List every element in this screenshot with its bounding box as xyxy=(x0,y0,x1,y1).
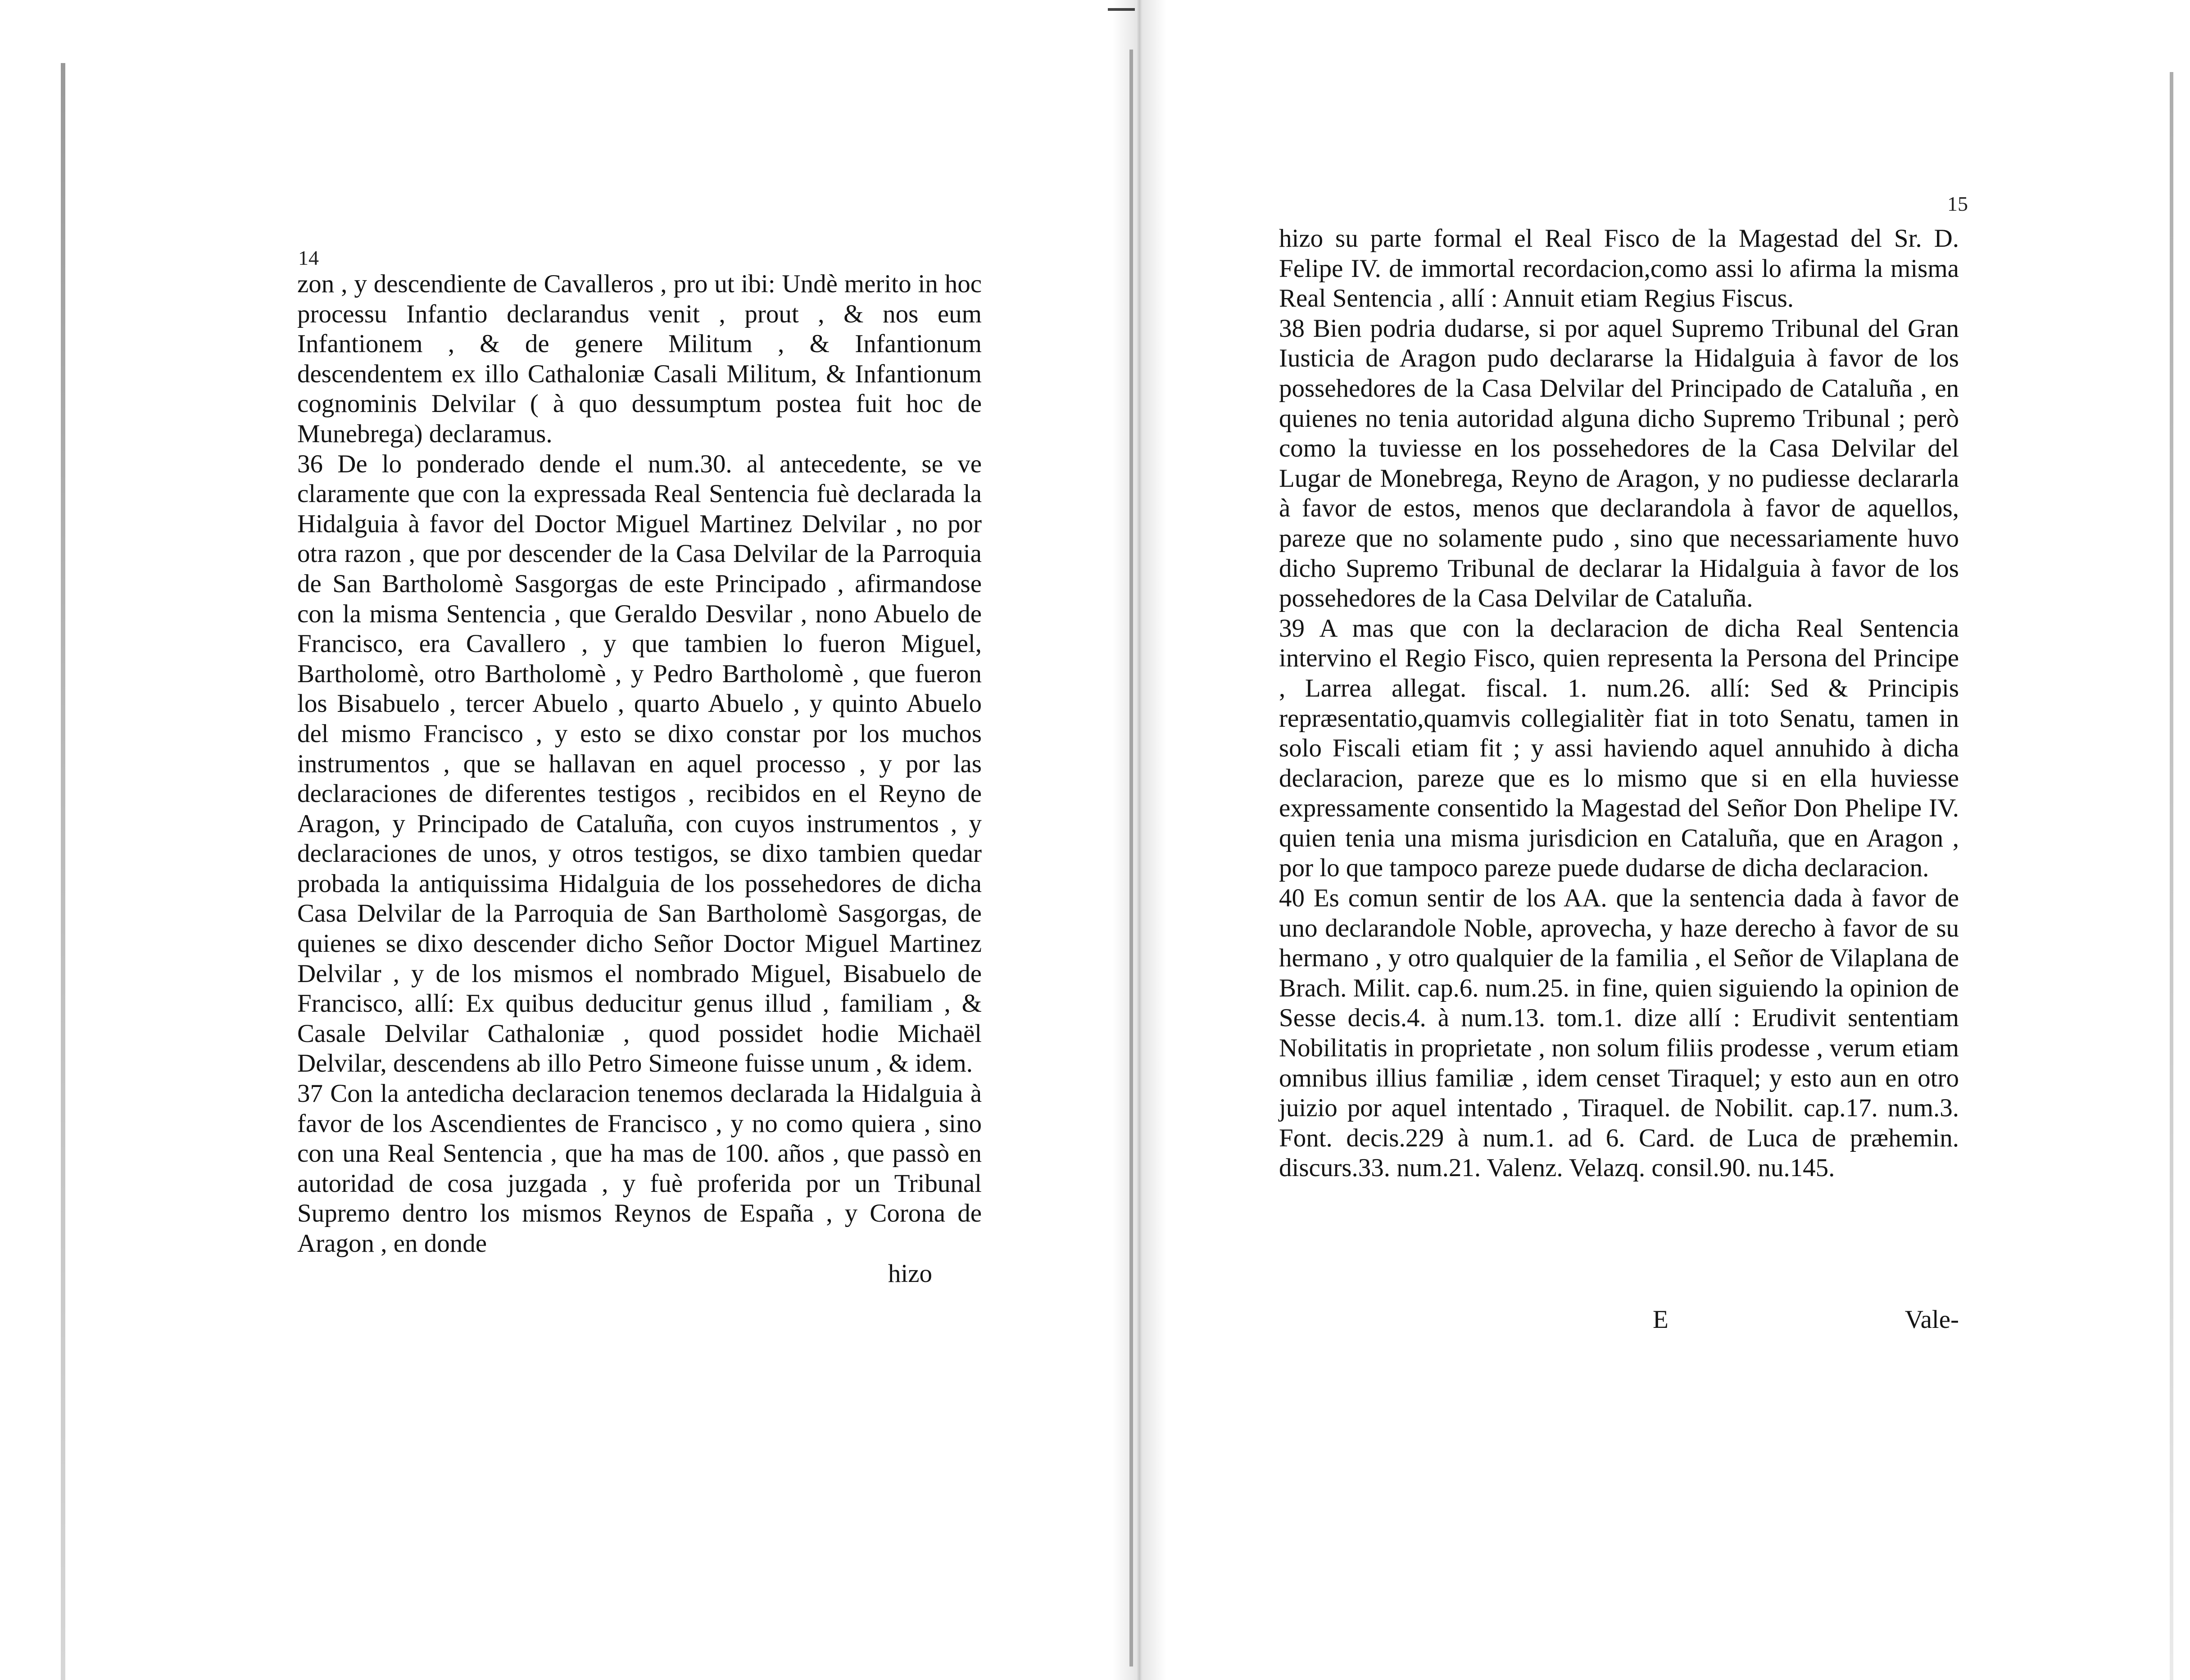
left-page xyxy=(297,0,982,1680)
signature-mark: E xyxy=(1653,1305,1669,1334)
right-page xyxy=(1279,0,1968,1680)
book-gutter-shadow xyxy=(1112,0,1166,1680)
paragraph: 37 Con la antedicha declaracion tenemos declarada la Hidalguia à favor de los Ascendientes de Francisco , y no como quiera , sino con una Real Sentencia , que ha mas de 100. años , que passò en autoridad de cosa juzgada , y fuè proferida por un Tribunal Supremo dentro los mismos Reynos de España , y Corona de Aragon , en donde xyxy=(297,1079,982,1258)
left-page-edge xyxy=(61,63,65,1680)
page-footer xyxy=(1279,1304,1959,1336)
catchword: hizo xyxy=(888,1259,932,1288)
right-page-edge xyxy=(2170,72,2173,1680)
paragraph: 39 A mas que con la declaracion de dicha Real Sentencia intervino el Regio Fisco, quien representa la Persona del Principe , Larrea allegat. fiscal. 1. num.26. allí: Sed & Principis repræsentatio,quamvis collegialitèr fiat in toto Senatu, tamen in solo Fiscali etiam fit ; y assi haviendo aquel annuhido à dicha declaracion, pareze que es lo mismo que si en ella huviesse expressamente consentido la Magestad del Señor Don Phelipe IV. quien tenia una misma jurisdicion en Cataluña, que en Aragon , por lo que tampoco pareze puede dudarse de dicha declaracion. xyxy=(1279,614,1959,883)
paragraph: 38 Bien podria dudarse, si por aquel Supremo Tribunal del Gran Iusticia de Aragon pudo declararse la Hidalguia à favor de los possehedores de la Casa Delvilar del Principado de Cataluña , en quienes no tenia autoridad alguna dicho Supremo Tribunal ; però como la tuviesse en los possehedores de la Casa Delvilar del Lugar de Monebrega, Reyno de Aragon, y no pudiesse declararla à favor de estos, menos que declarandola à favor de aquellos, pareze que no solamente pudo , sino que necessariamente huvo dicho Supremo Tribunal de declarar la Hidalguia à favor de los possehedores de la Casa Delvilar de Cataluña. xyxy=(1279,314,1959,613)
paragraph: zon , y descendiente de Cavalleros , pro ut ibi: Undè merito in hoc processu Infantio declarandus venit , prout , & nos eum Infantionem , & de genere Militum , & Infantionum descendentem ex illo Cathaloniæ Casali Militum, & Infantionum cognominis Delvilar ( à quo dessumptum postea fuit hoc de Munebrega) declaramus. xyxy=(297,270,982,448)
page-body xyxy=(297,269,982,1289)
page-number: 14 xyxy=(298,246,319,269)
book-gutter xyxy=(1129,50,1133,1666)
paragraph: 36 De lo ponderado dende el num.30. al antecedente, se ve claramente que con la expressada Real Sentencia fuè declarada la Hidalguia à favor del Doctor Miguel Martinez Delvilar , no por otra razon , que por descender de la Casa Delvilar de la Parroquia de San Bartholomè Sasgorgas de este Principado , afirmandose con la misma Sentencia , que Geraldo Desvilar , nono Abuelo de Francisco, era Cavallero , y que tambien lo fueron Miguel, Bartholomè, otro Bartholomè , y Pedro Bartholomè , que fueron los Bisabuelo , tercer Abuelo , quarto Abuelo , y quinto Abuelo del mismo Francisco , y esto se dixo constar por los muchos instrumentos , que se hallavan en aquel processo , y por las declaraciones de diferentes testigos , recibidos en el Reyno de Aragon, y Principado de Cataluña, con cuyos instrumentos , y declaraciones de unos, y otros testigos, se dixo tambien quedar probada la antiquissima Hidalguia de los possehedores de dicha Casa Delvilar de la Parroquia de San Bartholomè Sasgorgas, de quienes se dixo descender dicho Señor Doctor Miguel Martinez Delvilar , y de los mismos el nombrado Miguel, Bisabuelo de Francisco, allí: Ex quibus deducitur genus illud , familiam , & Casale Delvilar Cathaloniæ , quod possidet hodie Michaël Delvilar, descendens ab illo Petro Simeone fuisse unum , & idem. xyxy=(297,449,982,1078)
paragraph: hizo su parte formal el Real Fisco de la Magestad del Sr. D. Felipe IV. de immortal recordacion,como assi lo afirma la misma Real Sentencia , allí : Annuit etiam Regius Fiscus. xyxy=(1279,224,1959,313)
page-body xyxy=(1279,224,1959,1183)
catchword: Vale- xyxy=(1904,1305,1959,1334)
paragraph: 40 Es comun sentir de los AA. que la sentencia dada à favor de uno declarandole Noble, aprovecha, y haze derecho à favor de su hermano , y otro qualquier de la familia , el Señor de Vilaplana de Brach. Milit. cap.6. num.25. in fine, quien siguiendo la opinion de Sesse decis.4. à num.13. tom.1. dize allí : Erudivit sententiam Nobilitatis in proprietate , non solum filiis prodesse , verum etiam omnibus illius familiæ , idem censet Tiraquel; y esto aun en otro juizio por aquel intentado , Tiraquel. de Nobilit. cap.17. num.3. Font. decis.229 à num.1. ad 6. Card. de Luca de præhemin. discurs.33. num.21. Valenz. Velazq. consil.90. nu.145. xyxy=(1279,884,1959,1182)
page-number: 15 xyxy=(1947,192,1968,215)
